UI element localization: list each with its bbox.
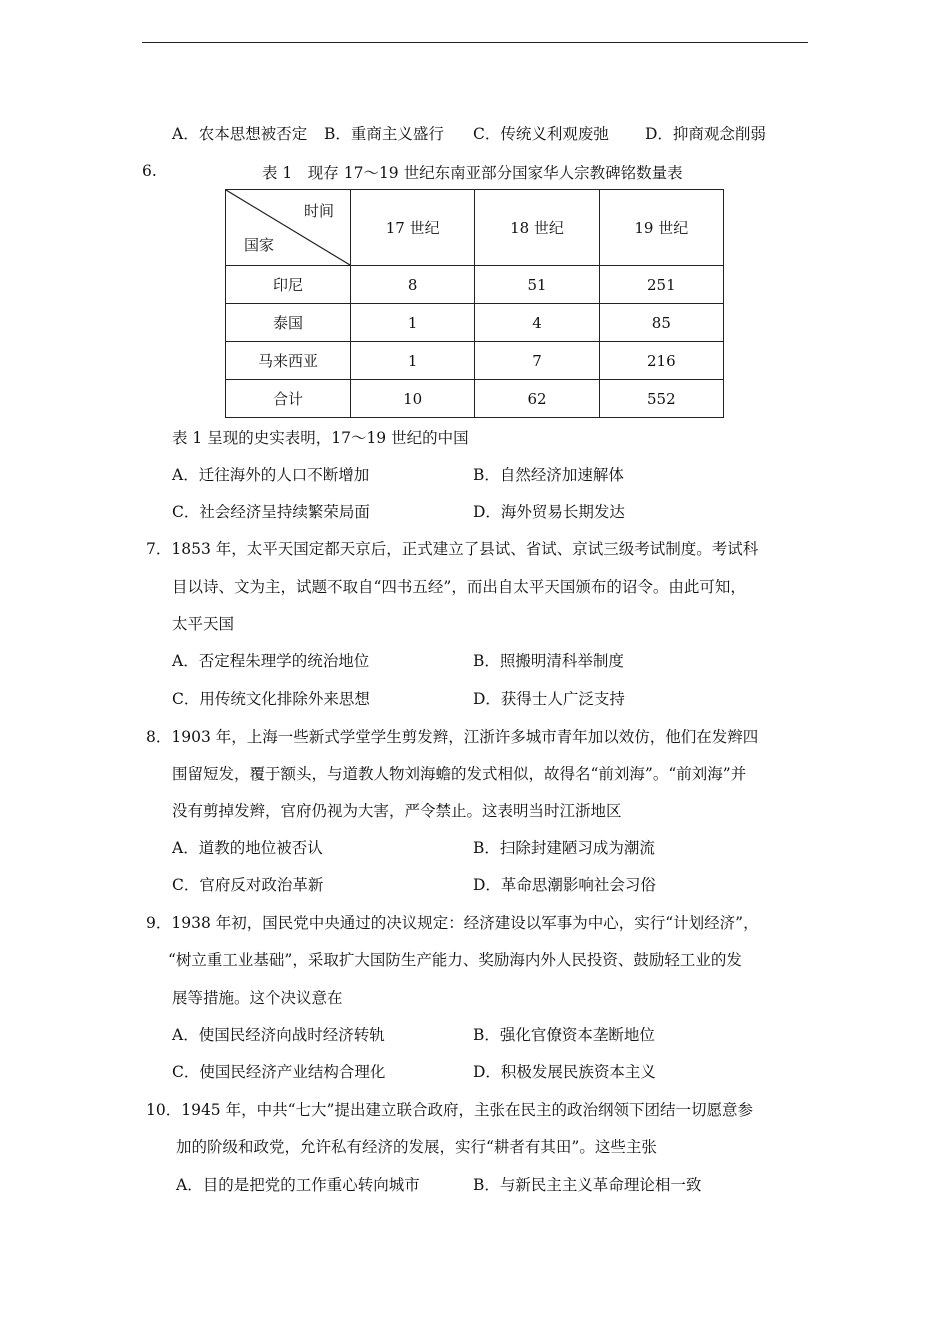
q7-option-c: C．用传统文化排除外来思想 xyxy=(172,690,370,708)
q8-line: 围留短发，覆于额头，与道教人物刘海蟾的发式相似，故得名“前刘海”。“前刘海”并 xyxy=(172,765,747,783)
q7-option-b: B．照搬明清科举制度 xyxy=(473,652,624,670)
q9-option-b: B．强化官僚资本垄断地位 xyxy=(473,1026,655,1044)
q7-option-a: A．否定程朱理学的统治地位 xyxy=(172,652,370,670)
q8-option-d: D．革命思潮影响社会习俗 xyxy=(473,876,656,894)
row-label: 马来西亚 xyxy=(226,342,351,380)
q10-line: 10．1945 年，中共“七大”提出建立联合政府，主张在民主的政治纲领下团结一切愿意参 xyxy=(146,1101,753,1119)
q8-line: 没有剪掉发辫，官府仍视为大害，严令禁止。这表明当时江浙地区 xyxy=(172,802,622,820)
table-cell: 216 xyxy=(599,342,723,380)
inscription-table xyxy=(225,189,724,418)
table-cell: 8 xyxy=(351,266,475,304)
table-cell: 51 xyxy=(475,266,599,304)
table-cell: 552 xyxy=(599,380,723,418)
q6-option-d: D．海外贸易长期发达 xyxy=(473,503,625,521)
table-row xyxy=(226,304,724,342)
row-label: 印尼 xyxy=(226,266,351,304)
header-time-label: 时间 xyxy=(303,202,334,220)
column-header: 18 世纪 xyxy=(475,190,599,266)
row-label: 合计 xyxy=(226,380,351,418)
column-header: 17 世纪 xyxy=(351,190,475,266)
q9-option-c: C．使国民经济产业结构合理化 xyxy=(172,1063,386,1081)
q8-option-a: A．道教的地位被否认 xyxy=(172,839,323,857)
q5-option-c: C．传统义利观废弛 xyxy=(473,125,609,143)
table-row xyxy=(226,266,724,304)
table-cell: 1 xyxy=(351,342,475,380)
header-rule xyxy=(142,42,808,43)
q6-option-b: B．自然经济加速解体 xyxy=(473,466,624,484)
column-header: 19 世纪 xyxy=(599,190,723,266)
q10-option-b: B．与新民主主义革命理论相一致 xyxy=(473,1176,702,1194)
table-cell: 10 xyxy=(351,380,475,418)
table-row xyxy=(226,342,724,380)
table-cell: 251 xyxy=(599,266,723,304)
table-cell: 85 xyxy=(599,304,723,342)
q8-option-c: C．官府反对政治革新 xyxy=(172,876,324,894)
q8-option-b: B．扫除封建陋习成为潮流 xyxy=(473,839,655,857)
q7-line: 目以诗、文为主，试题不取自“四书五经”，而出自太平天国颁布的诏令。由此可知， xyxy=(172,578,746,596)
q5-option-b: B．重商主义盛行 xyxy=(324,125,444,143)
table-cell: 4 xyxy=(475,304,599,342)
q10-option-a: A．目的是把党的工作重心转向城市 xyxy=(176,1176,420,1194)
q5-option-d: D．抑商观念削弱 xyxy=(645,125,766,143)
q9-option-a: A．使国民经济向战时经济转轨 xyxy=(172,1026,385,1044)
q6-option-c: C．社会经济呈持续繁荣局面 xyxy=(172,503,370,521)
q9-line: 9．1938 年初，国民党中央通过的决议规定：经济建设以军事为中心，实行“计划经济”， xyxy=(146,914,759,932)
q6-option-a: A．迁往海外的人口不断增加 xyxy=(172,466,370,484)
q5-option-a: A．农本思想被否定 xyxy=(172,125,308,143)
q10-line: 加的阶级和政党，允许私有经济的发展，实行“耕者有其田”。这些主张 xyxy=(176,1138,657,1156)
q8-line: 8．1903 年，上海一些新式学堂学生剪发辫，江浙许多城市青年加以效仿，他们在发辫四 xyxy=(146,728,759,746)
q7-line: 太平天国 xyxy=(172,615,235,633)
header-country-label: 国家 xyxy=(244,236,275,254)
diagonal-header-cell xyxy=(226,190,351,266)
q9-option-d: D．积极发展民族资本主义 xyxy=(473,1063,656,1081)
table-row xyxy=(226,380,724,418)
table-cell: 7 xyxy=(475,342,599,380)
q9-line: “树立重工业基础”，采取扩大国防生产能力、奖励海内外人民投资、鼓励轻工业的发 xyxy=(168,951,742,969)
table-header-row xyxy=(226,190,724,266)
q6-number: 6. xyxy=(142,162,157,180)
q9-line: 展等措施。这个决议意在 xyxy=(172,989,343,1007)
table-cell: 1 xyxy=(351,304,475,342)
table-caption: 表 1 现存 17～19 世纪东南亚部分国家华人宗教碑铭数量表 xyxy=(262,164,683,182)
table-cell: 62 xyxy=(475,380,599,418)
q7-option-d: D．获得士人广泛支持 xyxy=(473,690,625,708)
q7-line: 7．1853 年，太平天国定都天京后，正式建立了县试、省试、京试三级考试制度。考试科 xyxy=(146,540,759,558)
row-label: 泰国 xyxy=(226,304,351,342)
q6-stem: 表 1 呈现的史实表明，17～19 世纪的中国 xyxy=(172,429,469,447)
